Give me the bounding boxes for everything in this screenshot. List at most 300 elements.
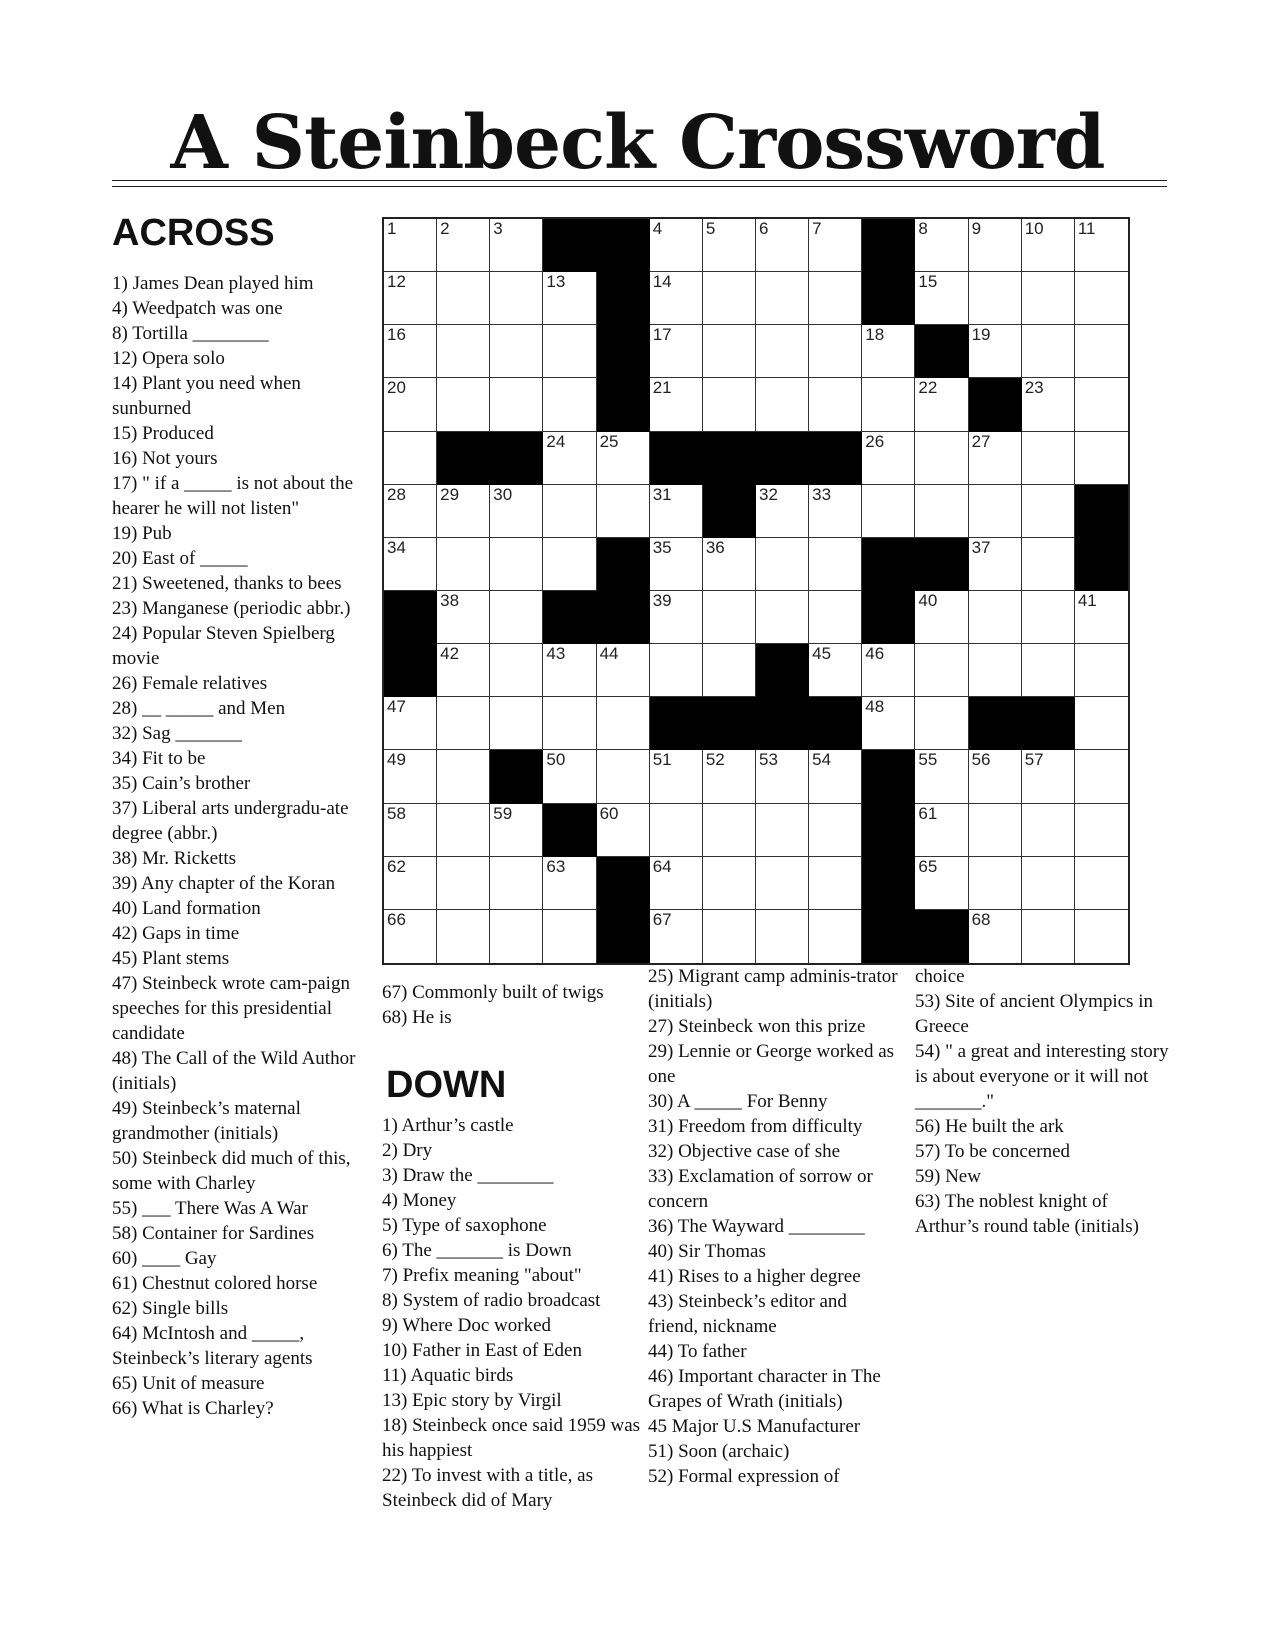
grid-cell[interactable]: [703, 325, 756, 378]
clue-number: 45: [812, 644, 832, 664]
grid-cell[interactable]: [862, 325, 915, 378]
grid-cell[interactable]: [1075, 697, 1128, 750]
grid-cell[interactable]: [809, 485, 862, 538]
grid-cell[interactable]: [384, 272, 437, 325]
grid-cell[interactable]: [437, 325, 490, 378]
grid-cell[interactable]: [1022, 591, 1075, 644]
clue-number: 6: [758, 219, 769, 238]
grid-cell[interactable]: [490, 857, 543, 910]
grid-cell[interactable]: [384, 378, 437, 431]
clue-item: 11) Aquatic birds: [382, 1365, 514, 1386]
crossword-grid[interactable]: [382, 217, 1130, 965]
grid-cell[interactable]: [809, 644, 862, 697]
grid-cell[interactable]: [490, 219, 543, 272]
clue-item: 4) Money: [382, 1190, 457, 1211]
clue-number: 57: [1024, 750, 1044, 770]
grid-cell[interactable]: [1075, 325, 1128, 378]
clue-item: 67) Commonly built of twigs: [382, 982, 604, 1003]
grid-cell[interactable]: [756, 591, 809, 644]
clue-number: 11: [1077, 219, 1096, 238]
clue-number: 38: [440, 590, 460, 610]
across-clues-col2: [382, 980, 642, 1030]
grid-block: [384, 591, 437, 644]
grid-cell[interactable]: [969, 644, 1022, 697]
grid-cell[interactable]: [384, 857, 437, 910]
clue-number: 61: [918, 803, 938, 823]
clue-item: 47) Steinbeck wrote cam-paign speeches for this presidential candidate: [112, 973, 350, 1044]
grid-cell[interactable]: [490, 591, 543, 644]
grid-cell[interactable]: [650, 750, 703, 803]
grid-cell[interactable]: [1075, 804, 1128, 857]
grid-cell[interactable]: [969, 272, 1022, 325]
grid-cell[interactable]: [384, 219, 437, 272]
clue-number: 50: [546, 750, 566, 770]
clue-number: 53: [758, 750, 778, 770]
clue-number: 22: [918, 378, 938, 398]
grid-cell[interactable]: [437, 697, 490, 750]
grid-cell[interactable]: [543, 432, 596, 485]
grid-cell[interactable]: [915, 485, 968, 538]
grid-cell[interactable]: [597, 750, 650, 803]
clue-item: 56) He built the ark: [915, 1116, 1064, 1137]
clue-item: 25) Migrant camp adminis-trator (initials): [648, 966, 898, 1012]
grid-cell[interactable]: [650, 325, 703, 378]
grid-cell[interactable]: [1075, 857, 1128, 910]
grid-block: [703, 485, 756, 538]
grid-block: [597, 857, 650, 910]
grid-block: [650, 432, 703, 485]
grid-cell[interactable]: [490, 910, 543, 963]
grid-cell[interactable]: [703, 804, 756, 857]
grid-block: [862, 857, 915, 910]
grid-cell[interactable]: [756, 272, 809, 325]
grid-cell[interactable]: [543, 750, 596, 803]
grid-block: [756, 644, 809, 697]
grid-cell[interactable]: [437, 538, 490, 591]
grid-block: [862, 219, 915, 272]
clue-number: 49: [387, 750, 406, 770]
grid-block: [597, 591, 650, 644]
grid-cell[interactable]: [1075, 378, 1128, 431]
grid-cell[interactable]: [543, 378, 596, 431]
clue-item: 46) Important character in The Grapes of Wrath (initials): [648, 1366, 881, 1412]
title-rule-bottom: [112, 186, 1167, 187]
grid-cell[interactable]: [543, 857, 596, 910]
clue-number: 2: [440, 219, 450, 238]
grid-block: [862, 750, 915, 803]
grid-cell[interactable]: [384, 910, 437, 963]
grid-block: [969, 378, 1022, 431]
grid-block: [384, 644, 437, 697]
clue-item: 28) __ _____ and Men: [112, 698, 286, 719]
grid-cell[interactable]: [1022, 644, 1075, 697]
grid-cell[interactable]: [1022, 804, 1075, 857]
clue-item: 65) Unit of measure: [112, 1373, 265, 1394]
grid-cell[interactable]: [703, 644, 756, 697]
clue-number: 12: [387, 272, 406, 292]
grid-cell[interactable]: [969, 325, 1022, 378]
grid-cell[interactable]: [809, 750, 862, 803]
clue-number: 46: [865, 644, 885, 664]
clue-item: 8) Tortilla ________: [112, 323, 269, 344]
grid-cell[interactable]: [703, 750, 756, 803]
grid-cell[interactable]: [809, 804, 862, 857]
clue-item: 18) Steinbeck once said 1959 was his happiest: [382, 1415, 641, 1461]
grid-cell[interactable]: [490, 697, 543, 750]
grid-cell[interactable]: [756, 378, 809, 431]
grid-cell[interactable]: [1022, 378, 1075, 431]
grid-cell[interactable]: [969, 219, 1022, 272]
grid-block: [437, 432, 490, 485]
grid-cell[interactable]: [650, 538, 703, 591]
grid-cell[interactable]: [1022, 857, 1075, 910]
clue-item: 45) Plant stems: [112, 948, 230, 969]
grid-cell[interactable]: [915, 804, 968, 857]
grid-cell[interactable]: [703, 272, 756, 325]
clue-item: 50) Steinbeck did much of this, some with Charley: [112, 1148, 351, 1194]
clue-item: 66) What is Charley?: [112, 1398, 274, 1419]
clue-item: 58) Container for Sardines: [112, 1223, 315, 1244]
clue-number: 13: [546, 272, 566, 292]
grid-cell[interactable]: [809, 272, 862, 325]
grid-block: [862, 272, 915, 325]
grid-cell[interactable]: [543, 325, 596, 378]
clue-item: 35) Cain’s brother: [112, 773, 251, 794]
grid-cell[interactable]: [1075, 272, 1128, 325]
grid-cell[interactable]: [384, 804, 437, 857]
grid-cell[interactable]: [597, 485, 650, 538]
grid-cell[interactable]: [969, 750, 1022, 803]
clue-item: 38) Mr. Ricketts: [112, 848, 237, 869]
grid-cell[interactable]: [437, 485, 490, 538]
clue-item: 30) A _____ For Benny: [648, 1091, 828, 1112]
grid-cell[interactable]: [756, 219, 809, 272]
grid-cell[interactable]: [969, 804, 1022, 857]
grid-cell[interactable]: [543, 697, 596, 750]
grid-cell[interactable]: [650, 804, 703, 857]
clue-item: 40) Sir Thomas: [648, 1241, 766, 1262]
grid-cell[interactable]: [1022, 219, 1075, 272]
down-clues-col2: [382, 1113, 642, 1513]
clue-item: 27) Steinbeck won this prize: [648, 1016, 866, 1037]
grid-cell[interactable]: [437, 910, 490, 963]
clue-number: 10: [1024, 219, 1044, 238]
grid-cell[interactable]: [1022, 432, 1075, 485]
clue-item: 52) Formal expression of: [648, 1466, 840, 1487]
clue-item: 32) Objective case of she: [648, 1141, 841, 1162]
grid-cell[interactable]: [809, 378, 862, 431]
clue-number: 28: [387, 484, 406, 504]
grid-cell[interactable]: [915, 432, 968, 485]
across-heading: ACROSS: [112, 212, 275, 254]
grid-cell[interactable]: [543, 272, 596, 325]
grid-cell[interactable]: [1022, 325, 1075, 378]
grid-cell[interactable]: [809, 910, 862, 963]
grid-cell[interactable]: [915, 697, 968, 750]
clue-item: 61) Chestnut colored horse: [112, 1273, 318, 1294]
grid-cell[interactable]: [650, 857, 703, 910]
clue-item: 54) " a great and interesting story is about everyone or it will not _______.": [915, 1041, 1169, 1112]
grid-cell[interactable]: [597, 644, 650, 697]
grid-cell[interactable]: [756, 910, 809, 963]
grid-cell[interactable]: [862, 432, 915, 485]
clue-item: 68) He is: [382, 1007, 452, 1028]
grid-cell[interactable]: [490, 644, 543, 697]
clue-number: 47: [387, 697, 406, 717]
grid-block: [650, 697, 703, 750]
grid-cell[interactable]: [915, 378, 968, 431]
grid-cell[interactable]: [437, 857, 490, 910]
clue-item: 12) Opera solo: [112, 348, 225, 369]
grid-cell[interactable]: [437, 750, 490, 803]
grid-block: [543, 804, 596, 857]
grid-cell[interactable]: [543, 644, 596, 697]
grid-cell[interactable]: [862, 378, 915, 431]
clue-number: 68: [971, 909, 991, 929]
clue-number: 15: [918, 272, 938, 292]
clue-item: 1) James Dean played him: [112, 273, 314, 294]
grid-cell[interactable]: [597, 697, 650, 750]
grid-cell[interactable]: [650, 378, 703, 431]
clue-number: 58: [387, 803, 406, 823]
grid-cell[interactable]: [703, 538, 756, 591]
clue-number: 62: [387, 856, 406, 876]
grid-block: [597, 538, 650, 591]
grid-cell[interactable]: [969, 538, 1022, 591]
clue-item: 7) Prefix meaning "about": [382, 1265, 582, 1286]
clue-item: 21) Sweetened, thanks to bees: [112, 573, 342, 594]
grid-cell[interactable]: [490, 485, 543, 538]
grid-cell[interactable]: [756, 538, 809, 591]
clue-item: 60) ____ Gay: [112, 1248, 217, 1269]
grid-cell[interactable]: [756, 325, 809, 378]
grid-cell[interactable]: [809, 857, 862, 910]
grid-cell[interactable]: [915, 857, 968, 910]
clue-item: 32) Sag _______: [112, 723, 242, 744]
clue-number: 48: [865, 697, 885, 717]
clue-item: 40) Land formation: [112, 898, 261, 919]
clue-number: 52: [705, 750, 725, 770]
grid-cell[interactable]: [756, 804, 809, 857]
clue-number: 35: [652, 537, 672, 557]
grid-cell[interactable]: [384, 750, 437, 803]
clue-item: 51) Soon (archaic): [648, 1441, 790, 1462]
grid-cell[interactable]: [490, 538, 543, 591]
clue-number: 32: [758, 484, 778, 504]
grid-cell[interactable]: [809, 325, 862, 378]
clue-item: 57) To be concerned: [915, 1141, 1071, 1162]
clue-number: 3: [493, 219, 503, 238]
grid-cell[interactable]: [1075, 644, 1128, 697]
grid-block: [543, 591, 596, 644]
grid-block: [597, 378, 650, 431]
grid-cell[interactable]: [650, 591, 703, 644]
clue-number: 7: [812, 219, 822, 238]
grid-cell[interactable]: [756, 857, 809, 910]
clue-number: 9: [971, 219, 982, 238]
clue-item: 29) Lennie or George worked as one: [648, 1041, 895, 1087]
grid-cell[interactable]: [1075, 910, 1128, 963]
clue-number: 31: [652, 484, 672, 504]
clue-number: 27: [971, 431, 991, 451]
grid-cell[interactable]: [862, 485, 915, 538]
clue-number: 23: [1024, 378, 1044, 398]
grid-cell[interactable]: [1022, 538, 1075, 591]
grid-cell[interactable]: [703, 378, 756, 431]
grid-cell[interactable]: [384, 325, 437, 378]
grid-cell[interactable]: [703, 591, 756, 644]
clue-item: 13) Epic story by Virgil: [382, 1390, 562, 1411]
grid-cell[interactable]: [1022, 272, 1075, 325]
clue-item: 39) Any chapter of the Koran: [112, 873, 336, 894]
clue-number: 51: [652, 750, 672, 770]
clue-number: 60: [599, 803, 619, 823]
clue-number: 64: [652, 856, 672, 876]
clue-number: 24: [546, 431, 566, 451]
clue-item: 55) ___ There Was A War: [112, 1198, 308, 1219]
clue-number: 66: [387, 909, 406, 929]
grid-cell[interactable]: [650, 644, 703, 697]
grid-block: [1075, 485, 1128, 538]
clue-item: 6) The _______ is Down: [382, 1240, 572, 1261]
grid-block: [597, 272, 650, 325]
grid-cell[interactable]: [969, 910, 1022, 963]
grid-cell[interactable]: [543, 485, 596, 538]
clue-item: 63) The noblest knight of Arthur’s round table (initials): [915, 1191, 1139, 1237]
grid-cell[interactable]: [650, 219, 703, 272]
grid-cell[interactable]: [543, 910, 596, 963]
clue-item: 62) Single bills: [112, 1298, 229, 1319]
grid-cell[interactable]: [969, 432, 1022, 485]
grid-cell[interactable]: [437, 644, 490, 697]
clue-item: 44) To father: [648, 1341, 747, 1362]
clue-item: 37) Liberal arts undergradu-ate degree (abbr.): [112, 798, 349, 844]
clue-item: 10) Father in East of Eden: [382, 1340, 582, 1361]
clue-number: 4: [652, 219, 663, 238]
clue-number: 39: [652, 590, 672, 610]
clue-item: 59) New: [915, 1166, 981, 1187]
grid-cell[interactable]: [1022, 750, 1075, 803]
grid-cell[interactable]: [490, 325, 543, 378]
grid-cell[interactable]: [703, 857, 756, 910]
clue-number: 63: [546, 856, 566, 876]
clue-item: 19) Pub: [112, 523, 172, 544]
grid-cell[interactable]: [809, 591, 862, 644]
grid-cell[interactable]: [650, 272, 703, 325]
clue-number: 20: [387, 378, 406, 398]
grid-cell[interactable]: [915, 644, 968, 697]
clue-number: 42: [440, 644, 460, 664]
clue-number: 14: [652, 272, 672, 292]
grid-cell[interactable]: [650, 485, 703, 538]
grid-cell[interactable]: [1075, 750, 1128, 803]
grid-cell[interactable]: [1075, 219, 1128, 272]
clue-item: 8) System of radio broadcast: [382, 1290, 601, 1311]
grid-cell[interactable]: [703, 219, 756, 272]
clue-number: 33: [812, 484, 832, 504]
clue-item: 36) The Wayward ________: [648, 1216, 865, 1237]
clue-item: 41) Rises to a higher degree: [648, 1266, 861, 1287]
grid-cell[interactable]: [809, 538, 862, 591]
grid-cell[interactable]: [437, 378, 490, 431]
clue-number: 21: [652, 378, 672, 398]
grid-cell[interactable]: [862, 644, 915, 697]
grid-block: [756, 432, 809, 485]
grid-cell[interactable]: [1075, 591, 1128, 644]
clue-number: 37: [971, 537, 991, 557]
grid-cell[interactable]: [437, 272, 490, 325]
grid-cell[interactable]: [969, 857, 1022, 910]
clue-number: 43: [546, 644, 566, 664]
grid-cell[interactable]: [915, 219, 968, 272]
clue-item: 26) Female relatives: [112, 673, 268, 694]
grid-block: [543, 219, 596, 272]
grid-block: [809, 697, 862, 750]
clue-item: 42) Gaps in time: [112, 923, 240, 944]
clue-number: 56: [971, 750, 991, 770]
grid-cell[interactable]: [384, 538, 437, 591]
grid-cell[interactable]: [597, 804, 650, 857]
grid-block: [1022, 697, 1075, 750]
grid-cell[interactable]: [490, 804, 543, 857]
clue-number: 30: [493, 484, 513, 504]
grid-cell[interactable]: [756, 485, 809, 538]
grid-cell[interactable]: [1022, 910, 1075, 963]
clue-number: 54: [812, 750, 832, 770]
grid-cell[interactable]: [490, 378, 543, 431]
clue-item: 34) Fit to be: [112, 748, 206, 769]
grid-block: [490, 432, 543, 485]
grid-cell[interactable]: [437, 804, 490, 857]
clue-item: 20) East of _____: [112, 548, 248, 569]
grid-cell[interactable]: [915, 750, 968, 803]
clue-item: 33) Exclamation of sorrow or concern: [648, 1166, 873, 1212]
grid-cell[interactable]: [915, 591, 968, 644]
grid-cell[interactable]: [969, 591, 1022, 644]
grid-cell[interactable]: [915, 272, 968, 325]
grid-block: [969, 697, 1022, 750]
grid-cell[interactable]: [384, 485, 437, 538]
clue-number: 17: [652, 325, 672, 345]
grid-block: [1075, 538, 1128, 591]
clue-number: 26: [865, 431, 885, 451]
grid-cell[interactable]: [862, 697, 915, 750]
clue-number: 18: [865, 325, 885, 345]
grid-cell[interactable]: [437, 219, 490, 272]
grid-cell[interactable]: [384, 697, 437, 750]
clue-number: 29: [440, 484, 460, 504]
clue-number: 55: [918, 750, 938, 770]
clue-number: 67: [652, 909, 672, 929]
grid-cell[interactable]: [597, 432, 650, 485]
down-clues-col4: [915, 964, 1170, 1239]
grid-cell[interactable]: [384, 432, 437, 485]
clue-item: 53) Site of ancient Olympics in Greece: [915, 991, 1153, 1037]
grid-cell[interactable]: [809, 219, 862, 272]
grid-cell[interactable]: [1022, 485, 1075, 538]
clue-item: 4) Weedpatch was one: [112, 298, 283, 319]
grid-cell[interactable]: [543, 538, 596, 591]
grid-cell[interactable]: [437, 591, 490, 644]
grid-cell[interactable]: [650, 910, 703, 963]
grid-cell[interactable]: [756, 750, 809, 803]
grid-cell[interactable]: [969, 485, 1022, 538]
grid-cell[interactable]: [703, 910, 756, 963]
clue-item: 5) Type of saxophone: [382, 1215, 547, 1236]
grid-cell[interactable]: [1075, 432, 1128, 485]
grid-cell[interactable]: [490, 272, 543, 325]
grid-block: [915, 538, 968, 591]
